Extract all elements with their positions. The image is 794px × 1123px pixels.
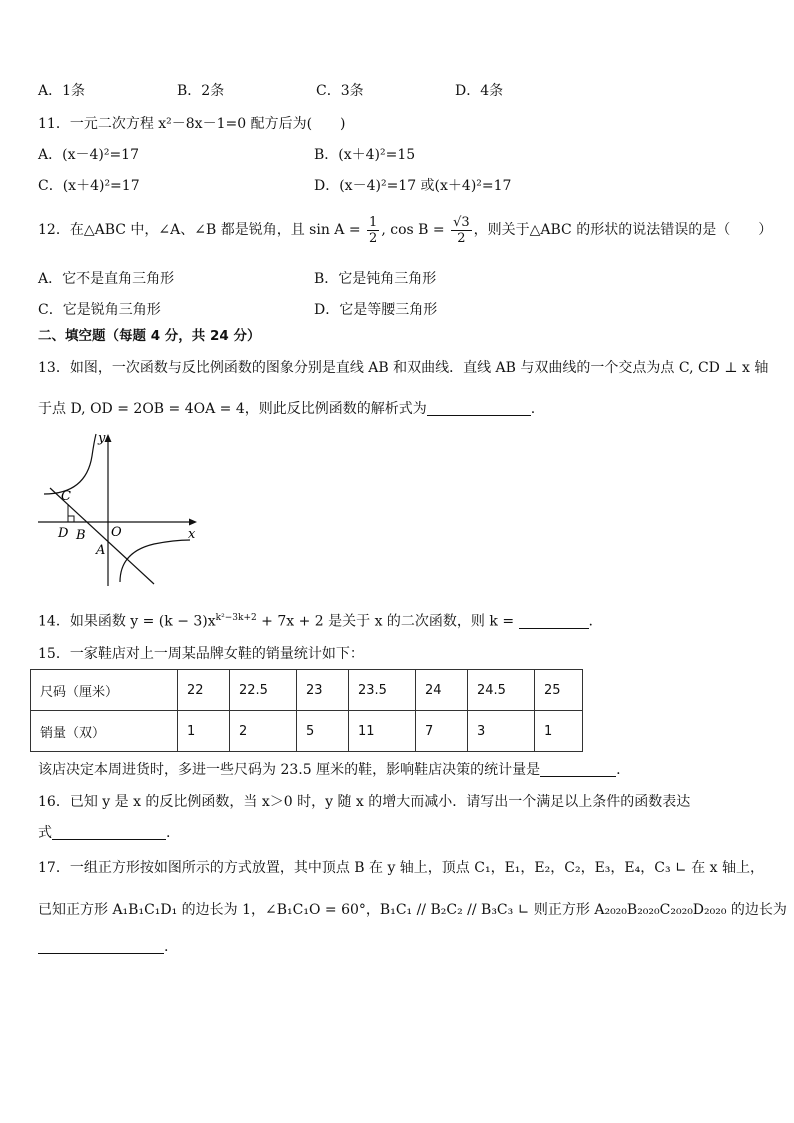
q11-option-d: D．(x－4)²=17 或(x＋4)²=17 xyxy=(314,178,512,194)
q12-option-a: A．它不是直角三角形 xyxy=(38,271,175,287)
q12-option-d: D．它是等腰三角形 xyxy=(314,302,438,318)
q12-stem xyxy=(38,213,772,247)
q12-stem-suffix: ，则关于△ABC 的形状的说法错误的是（ ） xyxy=(473,222,773,238)
hyperbola-branch-lower xyxy=(120,540,190,582)
section-2-heading: 二、填空题（每题 4 分，共 24 分） xyxy=(38,328,261,344)
table-cell: 24.5 xyxy=(468,670,535,711)
q11-option-b: B．(x＋4)²=15 xyxy=(314,147,416,163)
q13-line-1: 13．如图，一次函数与反比例函数的图象分别是直线 AB 和双曲线．直线 AB 与双曲线的一个交点为点 C, CD ⊥ x 轴 xyxy=(38,360,769,376)
label-b: B xyxy=(76,528,86,543)
q17-answer-blank[interactable] xyxy=(38,939,164,954)
right-angle-mark xyxy=(68,516,74,522)
y-axis-arrow-icon xyxy=(105,434,112,442)
q12-fraction-half xyxy=(367,215,379,246)
q10-option-b: B．2条 xyxy=(177,83,225,99)
label-c: C xyxy=(61,489,71,504)
q14-answer-blank[interactable] xyxy=(519,614,589,629)
q10-options xyxy=(38,81,758,101)
label-y: y xyxy=(98,431,106,446)
table-cell: 23.5 xyxy=(349,670,416,711)
table-cell: 尺码（厘米） xyxy=(31,670,178,711)
q16-line-2-text: 式 xyxy=(38,825,52,841)
table-cell: 1 xyxy=(178,711,230,752)
label-x: x xyxy=(188,527,196,542)
label-o: O xyxy=(111,525,122,540)
q15-answer-blank[interactable] xyxy=(540,762,616,777)
q16-line-2-end: . xyxy=(166,825,171,841)
q17-line-3-end: . xyxy=(164,939,169,955)
table-cell: 销量（双） xyxy=(31,711,178,752)
table-row xyxy=(31,670,583,711)
q14-end: . xyxy=(588,613,593,630)
table-cell: 3 xyxy=(468,711,535,752)
q10-option-d: D．4条 xyxy=(455,83,504,99)
q12-cos-label: , cos B = xyxy=(381,222,445,238)
q14-prefix: 14．如果函数 y = (k − 3)x xyxy=(38,613,216,630)
x-axis-arrow-icon xyxy=(189,519,197,526)
q12-half-numerator: 1 xyxy=(369,214,378,230)
q13-answer-blank[interactable] xyxy=(427,401,531,416)
hyperbola-branch-upper xyxy=(44,434,96,494)
table-row xyxy=(31,711,583,752)
q14-exponent: k²−3k+2 xyxy=(215,613,257,623)
q12-sqrt-numerator: √3 xyxy=(453,214,470,230)
label-d: D xyxy=(58,526,69,541)
table-cell: 22 xyxy=(178,670,230,711)
q10-option-c: C．3条 xyxy=(316,83,364,99)
q15-table xyxy=(30,669,583,752)
q17-line-3 xyxy=(38,937,168,957)
q11-stem: 11．一元二次方程 x²－8x－1=0 配方后为( ) xyxy=(38,116,346,132)
table-cell: 2 xyxy=(230,711,297,752)
table-cell: 1 xyxy=(535,711,583,752)
q14-suffix: + 7x + 2 是关于 x 的二次函数，则 k = xyxy=(256,613,515,630)
q15-follow xyxy=(38,760,621,780)
q13-figure xyxy=(34,428,204,588)
q13-line-2 xyxy=(38,399,535,419)
q15-follow-end: . xyxy=(616,762,621,778)
table-cell: 24 xyxy=(416,670,468,711)
q16-line-2 xyxy=(38,823,170,843)
q11-option-a: A．(x－4)²=17 xyxy=(38,147,139,163)
q16-line-1: 16．已知 y 是 x 的反比例函数，当 x＞0 时，y 随 x 的增大而减小．请写出一个满足以上条件的函数表达 xyxy=(38,794,691,810)
table-cell: 5 xyxy=(297,711,349,752)
q10-option-a: A．1条 xyxy=(38,83,86,99)
q15-follow-text: 该店决定本周进货时，多进一些尺码为 23.5 厘米的鞋，影响鞋店决策的统计量是 xyxy=(38,762,541,778)
q16-answer-blank[interactable] xyxy=(52,825,166,840)
q12-fraction-sqrt3 xyxy=(451,215,472,246)
table-cell: 7 xyxy=(416,711,468,752)
q17-line-1: 17．一组正方形按如图所示的方式放置，其中顶点 B 在 y 轴上，顶点 C₁，E₁，E₂，C₂，E₃，E₄，C₃ ∟ 在 x 轴上， xyxy=(38,860,764,876)
q13-line-2-end: . xyxy=(530,401,536,417)
q12-option-b: B．它是钝角三角形 xyxy=(314,271,437,287)
q15-stem: 15．一家鞋店对上一周某品牌女鞋的销量统计如下： xyxy=(38,646,364,662)
q14-stem xyxy=(38,608,593,632)
q12-stem-prefix: 12．在△ABC 中，∠A、∠B 都是锐角，且 sin A = xyxy=(38,222,361,238)
q12-half-denominator: 2 xyxy=(369,230,378,246)
q13-line-2-text: 于点 D, OD = 2OB = 4OA = 4，则此反比例函数的解析式为 xyxy=(38,401,427,417)
table-cell: 25 xyxy=(535,670,583,711)
q12-option-c: C．它是锐角三角形 xyxy=(38,302,161,318)
table-cell: 23 xyxy=(297,670,349,711)
label-a: A xyxy=(96,543,106,558)
q12-sqrt-denominator: 2 xyxy=(457,230,466,246)
q11-option-c: C．(x＋4)²=17 xyxy=(38,178,140,194)
table-cell: 11 xyxy=(349,711,416,752)
table-cell: 22.5 xyxy=(230,670,297,711)
q17-line-2: 已知正方形 A₁B₁C₁D₁ 的边长为 1，∠B₁C₁O = 60°，B₁C₁ // B₂C₂ // B₃C₃ ∟ 则正方形 A₂₀₂₀B₂₀₂₀C₂₀₂₀D₂₀₂₀ 的边长为 xyxy=(38,902,787,918)
